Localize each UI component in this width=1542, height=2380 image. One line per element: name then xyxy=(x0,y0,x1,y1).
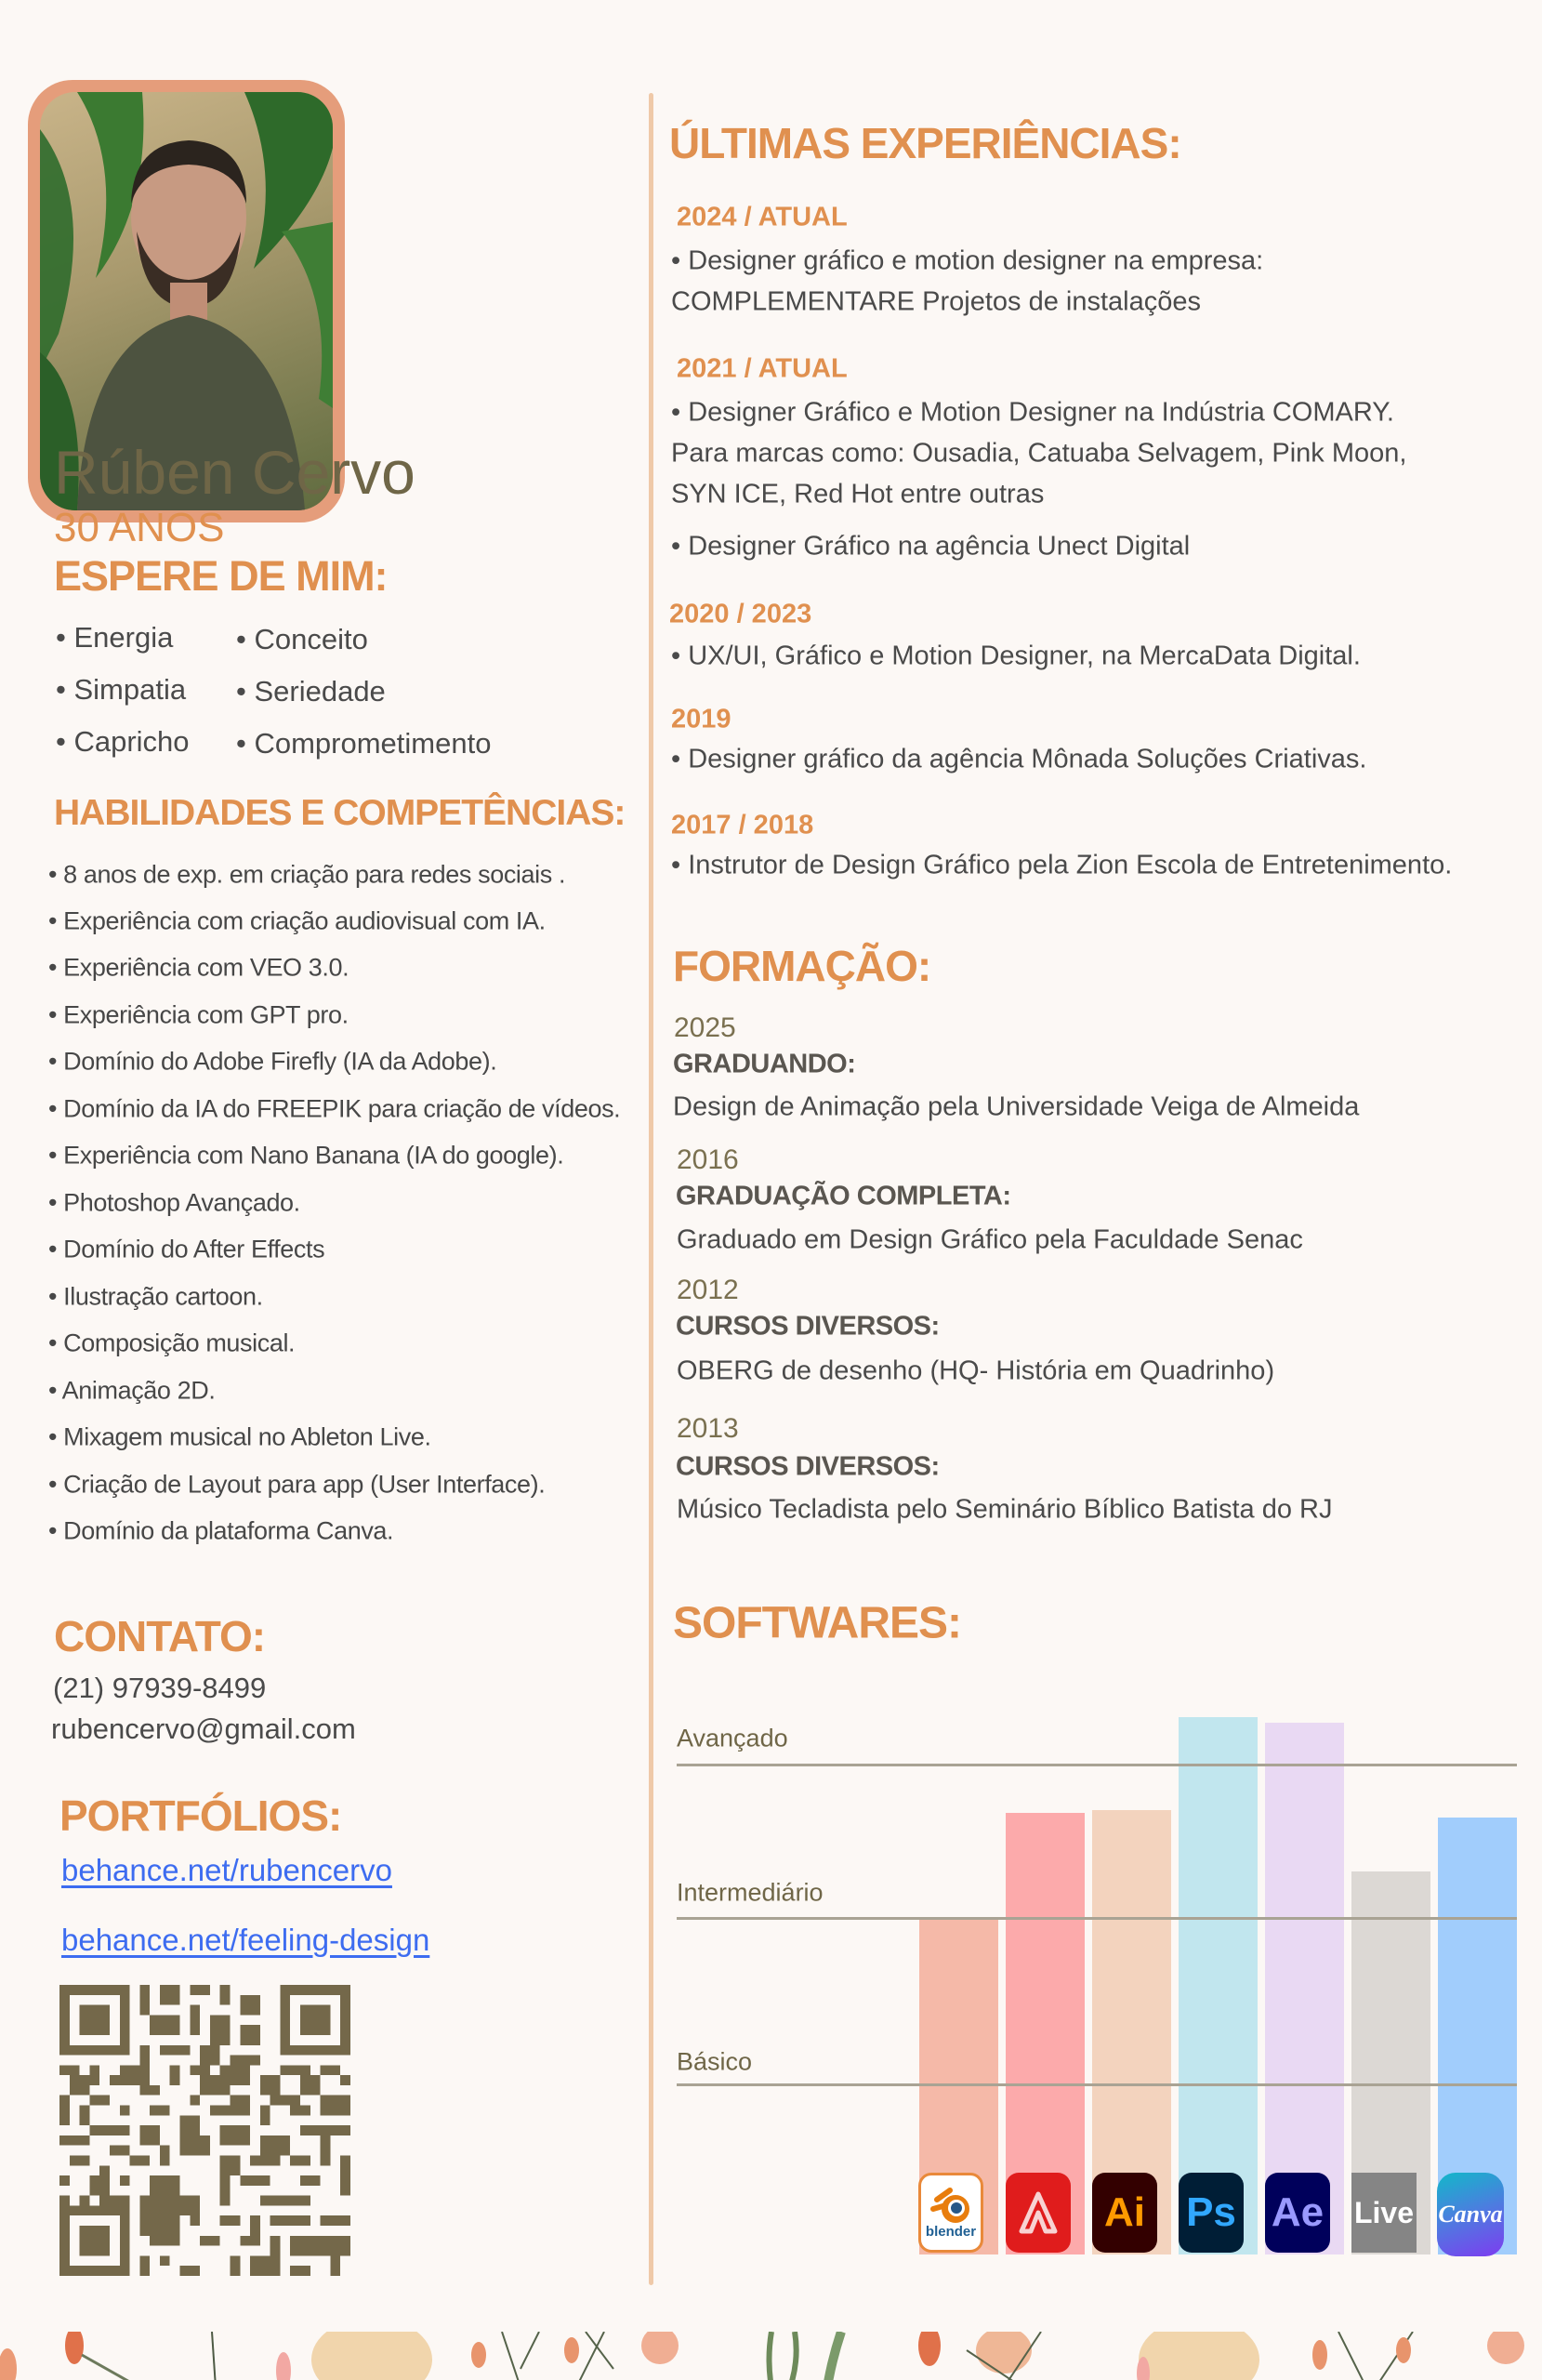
experience-line: • Designer gráfico e motion designer na empresa: xyxy=(671,245,1264,276)
portfolio-link-rubencervo[interactable]: behance.net/rubencervo xyxy=(61,1853,392,1887)
experience-period: 2024 / ATUAL xyxy=(677,202,848,232)
trait-item: • Seriedade xyxy=(236,675,386,707)
experience-title: ÚLTIMAS EXPERIÊNCIAS: xyxy=(669,119,1181,167)
education-title: FORMAÇÃO: xyxy=(673,942,931,990)
experience-line: • Instrutor de Design Gráfico pela Zion Escola de Entretenimento. xyxy=(671,850,1453,880)
skill-item: • Criação de Layout para app (User Interface). xyxy=(48,1470,546,1499)
education-heading: CURSOS DIVERSOS: xyxy=(676,1451,940,1482)
skill-item: • Composição musical. xyxy=(48,1329,296,1357)
gridline-intermediate xyxy=(677,1917,1517,1920)
adobe-firefly-icon xyxy=(1006,2173,1071,2253)
ableton-live-icon: Live xyxy=(1351,2173,1417,2253)
blender-icon xyxy=(918,2173,983,2253)
trait-item: • Simpatia xyxy=(56,673,187,706)
experience-line: • UX/UI, Gráfico e Motion Designer, na MercaData Digital. xyxy=(671,641,1361,671)
education-year: 2016 xyxy=(677,1144,739,1175)
skill-item: • Experiência com criação audiovisual com IA. xyxy=(48,906,546,935)
education-desc: Músico Tecladista pelo Seminário Bíblico Batista do RJ xyxy=(677,1494,1333,1525)
photoshop-icon: Ps xyxy=(1179,2173,1244,2253)
experience-line: • Designer gráfico da agência Mônada Soluções Criativas. xyxy=(671,744,1367,774)
education-year: 2013 xyxy=(677,1413,739,1444)
experience-period: 2021 / ATUAL xyxy=(677,353,848,384)
education-desc: Design de Animação pela Universidade Veiga de Almeida xyxy=(673,1091,1360,1122)
gridline-basic xyxy=(677,2083,1517,2086)
floral-decoration xyxy=(0,2332,1542,2380)
experience-period: 2019 xyxy=(671,704,731,734)
skill-item: • Mixagem musical no Ableton Live. xyxy=(48,1422,431,1451)
experience-line: • Designer Gráfico na agência Unect Digital xyxy=(671,531,1191,562)
contact-title: CONTATO: xyxy=(54,1612,266,1660)
expect-title: ESPERE DE MIM: xyxy=(54,552,388,600)
gridline-advanced xyxy=(677,1764,1517,1766)
candidate-name: Rúben Cervo xyxy=(54,438,415,507)
level-label-advanced: Avançado xyxy=(677,1724,788,1752)
skill-item: • Ilustração cartoon. xyxy=(48,1282,263,1311)
skill-item: • Domínio da IA do FREEPIK para criação de vídeos. xyxy=(48,1094,621,1123)
experience-line: • Designer Gráfico e Motion Designer na Indústria COMARY. xyxy=(671,397,1394,428)
candidate-age: 30 ANOS xyxy=(54,505,225,550)
blender-label: blender xyxy=(925,2223,977,2240)
trait-item: • Comprometimento xyxy=(236,727,492,760)
skills-title: HABILIDADES E COMPETÊNCIAS: xyxy=(54,793,626,833)
level-label-basic: Básico xyxy=(677,2047,753,2076)
education-heading: GRADUAÇÃO COMPLETA: xyxy=(676,1181,1011,1211)
contact-email[interactable]: rubencervo@gmail.com xyxy=(51,1712,356,1745)
skill-item: • Photoshop Avançado. xyxy=(48,1188,300,1217)
portfolio-title: PORTFÓLIOS: xyxy=(59,1792,342,1840)
trait-item: • Capricho xyxy=(56,725,190,758)
skill-item: • Experiência com GPT pro. xyxy=(48,1000,349,1029)
skill-item: • Domínio do Adobe Firefly (IA da Adobe). xyxy=(48,1047,497,1076)
portfolio-link-feeling-design[interactable]: behance.net/feeling-design xyxy=(61,1923,430,1957)
education-desc: OBERG de desenho (HQ- História em Quadrinho) xyxy=(677,1355,1275,1386)
skill-item: • Animação 2D. xyxy=(48,1376,216,1405)
column-divider xyxy=(649,93,653,2285)
canva-icon: Canva xyxy=(1437,2173,1504,2256)
skill-item: • Experiência com Nano Banana (IA do google). xyxy=(48,1141,564,1170)
education-year: 2025 xyxy=(674,1012,736,1043)
education-year: 2012 xyxy=(677,1275,739,1305)
qr-code xyxy=(59,1985,350,2276)
after-effects-icon: Ae xyxy=(1265,2173,1330,2253)
education-desc: Graduado em Design Gráfico pela Faculdade Senac xyxy=(677,1224,1303,1255)
education-heading: GRADUANDO: xyxy=(673,1049,856,1079)
experience-line: Para marcas como: Ousadia, Catuaba Selvagem, Pink Moon, xyxy=(671,438,1407,469)
education-heading: CURSOS DIVERSOS: xyxy=(676,1311,940,1342)
skill-item: • Domínio do After Effects xyxy=(48,1235,325,1263)
skill-item: • Experiência com VEO 3.0. xyxy=(48,953,349,982)
experience-period: 2017 / 2018 xyxy=(671,810,814,840)
skill-item: • Domínio da plataforma Canva. xyxy=(48,1516,394,1545)
software-title: SOFTWARES: xyxy=(673,1598,961,1648)
illustrator-icon: Ai xyxy=(1092,2173,1157,2253)
level-label-intermediate: Intermediário xyxy=(677,1878,824,1907)
contact-phone[interactable]: (21) 97939-8499 xyxy=(53,1672,267,1704)
trait-item: • Conceito xyxy=(236,623,368,655)
trait-item: • Energia xyxy=(56,621,174,654)
experience-line: COMPLEMENTARE Projetos de instalações xyxy=(671,286,1202,317)
skill-item: • 8 anos de exp. em criação para redes sociais . xyxy=(48,860,566,889)
experience-period: 2020 / 2023 xyxy=(669,599,812,629)
experience-line: SYN ICE, Red Hot entre outras xyxy=(671,479,1045,509)
